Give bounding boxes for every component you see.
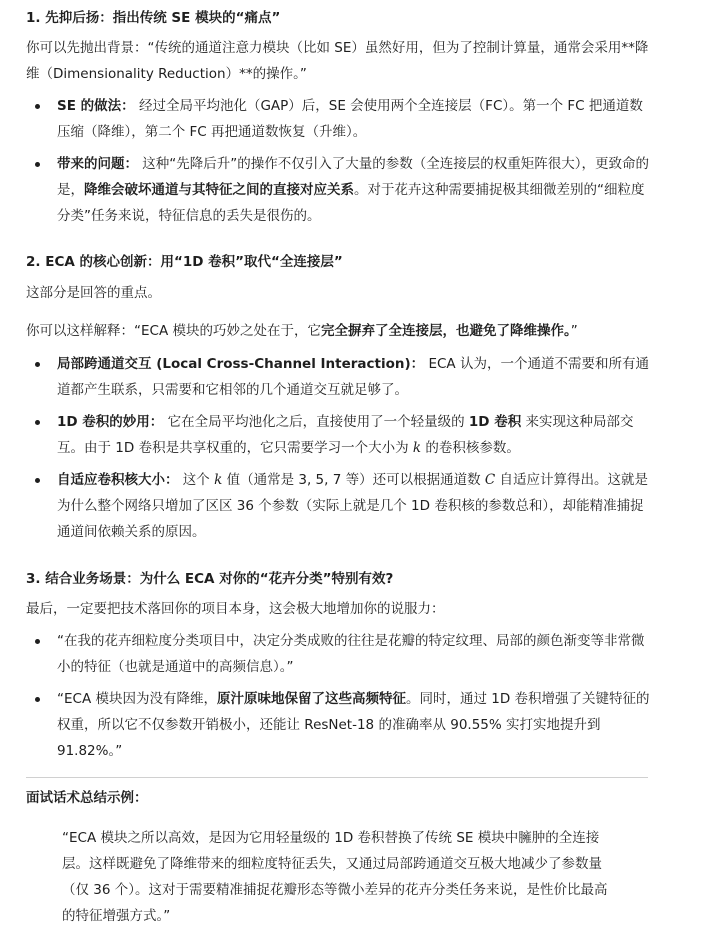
math-k: k bbox=[214, 472, 223, 488]
explain-text: ” bbox=[570, 323, 578, 339]
section3-lead: 最后，一定要把技术落回你的项目本身，这会极大地增加你的说服力： bbox=[26, 601, 445, 617]
bullet-text: ECA 认为，一个通道不需要和所有通道都产生联系，只需要和它相邻的几个通道交互就足够了。 bbox=[57, 356, 649, 398]
bullet-label: 局部跨通道交互 (Local Cross-Channel Interaction)： bbox=[57, 356, 425, 372]
bullet-emphasis: 1D 卷积 bbox=[468, 414, 522, 430]
list-item: “在我的花卉细粒度分类项目中，决定分类成败的往往是花瓣的特定纹理、局部的颜色渐变等非常微小的特征（也就是通道中的高频信息）。” bbox=[26, 628, 654, 680]
bullet-text: 经过全局平均池化（GAP）后，SE 会使用两个全连接层（FC）。第一个 FC 把通道数压缩（降维），第二个 FC 再把通道数恢复（升维）。 bbox=[57, 98, 643, 140]
list-item bbox=[26, 409, 654, 461]
section1-heading: 1. 先抑后扬：指出传统 SE 模块的“痛点” bbox=[26, 10, 281, 26]
explain-text: 你可以这样解释：“ECA 模块的巧妙之处在于，它 bbox=[26, 323, 321, 339]
list-item bbox=[26, 351, 654, 403]
bullet-text: 的卷积核参数。 bbox=[421, 440, 520, 456]
bullet-text: 这个 bbox=[178, 472, 215, 488]
summary-quote: “ECA 模块之所以高效，是因为它用轻量级的 1D 卷积替换了传统 SE 模块中臃肿的全连接层。这样既避免了降维带来的细粒度特征丢失，又通过局部跨通道交互极大地减少了参数量（仅 36 个）。这对于需要精准捕捉花瓣形态等微小差异的花卉分类任务来说，是性价比最高的特征增强方式。” bbox=[62, 830, 608, 924]
list-item bbox=[26, 93, 654, 145]
summary-heading: 面试话术总结示例： bbox=[26, 790, 148, 806]
list-item bbox=[26, 151, 654, 229]
bullet-text: 值（通常是 3, 5, 7 等）还可以根据通道数 bbox=[222, 472, 485, 488]
bullet-text: 。对于花卉这种需要捕捉极其细微差别的“细粒度分类”任务来说，特征信息的丢失是很伤的。 bbox=[57, 182, 645, 224]
bullet-label: 自适应卷积核大小： bbox=[57, 472, 179, 488]
section1-list bbox=[26, 93, 654, 229]
section2-lead: 这部分是回答的重点。 bbox=[26, 285, 161, 301]
section1-intro: 你可以先抛出背景：“传统的通道注意力模块（比如 SE）虽然好用，但为了控制计算量，通常会采用**降维（Dimensionality Reduction）**的操作。” bbox=[26, 40, 649, 82]
bullet-emphasis: 降维会破坏通道与其特征之间的直接对应关系 bbox=[84, 182, 354, 198]
section2-heading: 2. ECA 的核心创新：用“1D 卷积”取代“全连接层” bbox=[26, 254, 343, 270]
math-c: C bbox=[484, 472, 496, 488]
bullet-label: 1D 卷积的妙用： bbox=[57, 414, 164, 430]
bullet-text: 来实现这种局部交互。由于 1D 卷积是共享权重的，它只需要学习一个大小为 bbox=[57, 414, 634, 456]
divider bbox=[26, 777, 648, 778]
section3-heading: 3. 结合业务场景：为什么 ECA 对你的“花卉分类”特别有效? bbox=[26, 571, 394, 587]
bullet-text: 。同时，通过 1D 卷积增强了关键特征的权重，所以它不仅参数开销极小，还能让 ResNet-18 的准确率从 90.55% 实打实地提升到 91.82%。” bbox=[57, 691, 650, 759]
bullet-text: “ECA 模块因为没有降维， bbox=[57, 691, 217, 707]
bullet-label: SE 的做法： bbox=[57, 98, 135, 114]
explain-emphasis: 完全摒弃了全连接层，也避免了降维操作。 bbox=[320, 323, 571, 339]
section3-list bbox=[26, 628, 654, 764]
list-item bbox=[26, 686, 654, 764]
math-k: k bbox=[412, 440, 422, 456]
bullet-emphasis: 原汁原味地保留了这些高频特征 bbox=[216, 691, 406, 707]
bullet-text: 这种“先降后升”的操作不仅引入了大量的参数（全连接层的权重矩阵很大），更致命的是， bbox=[57, 156, 650, 198]
list-item bbox=[26, 467, 654, 545]
section2-explain bbox=[26, 318, 654, 344]
section2-list bbox=[26, 351, 654, 545]
bullet-label: 带来的问题： bbox=[57, 156, 138, 172]
bullet-text: 它在全局平均池化之后，直接使用了一个轻量级的 bbox=[163, 414, 469, 430]
bullet-text: 自适应计算得出。这就是为什么整个网络只增加了区区 36 个参数（实际上就是几个 1D 卷积核的参数总和），却能精准捕捉通道间依赖关系的原因。 bbox=[57, 472, 649, 540]
